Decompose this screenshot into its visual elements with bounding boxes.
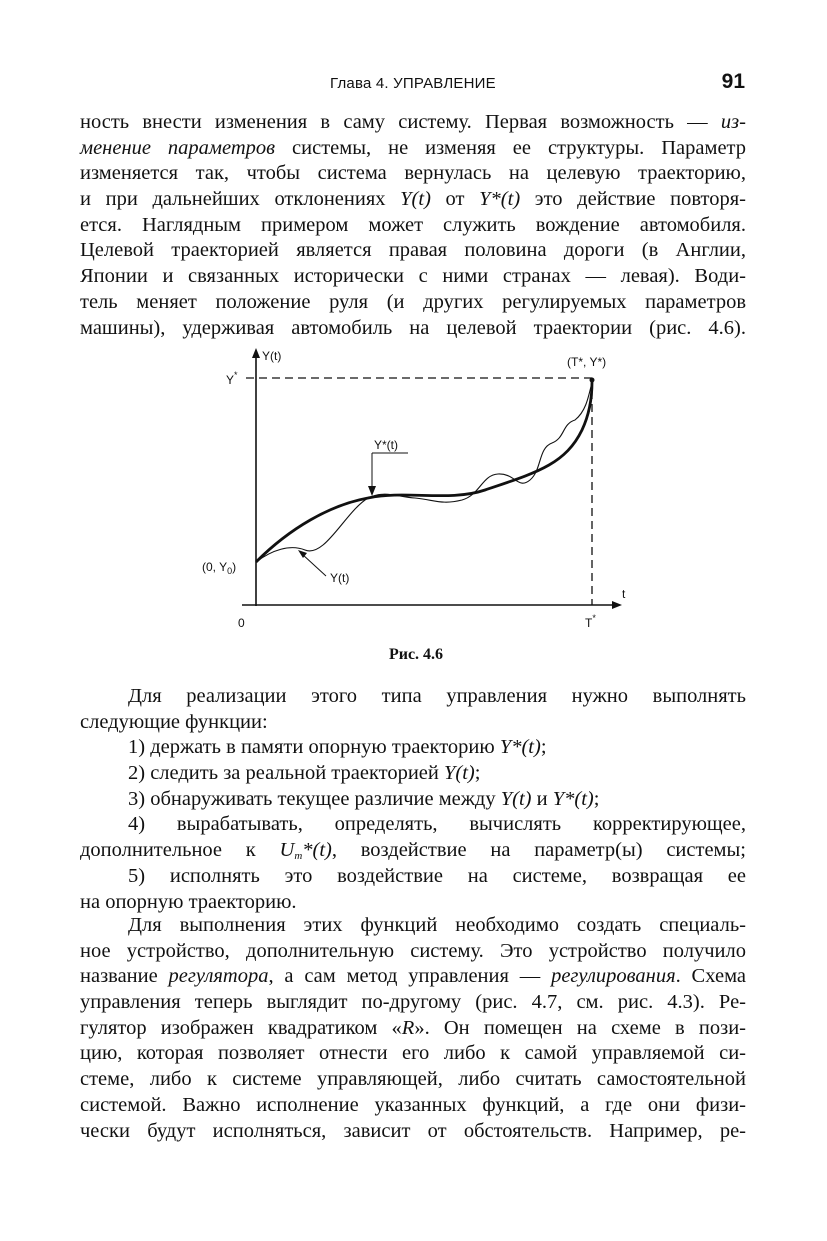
paragraph-2 <box>80 684 746 915</box>
formula: Y*(t) <box>479 188 521 211</box>
t-star-label <box>585 613 596 630</box>
text-run: и <box>531 787 553 810</box>
formula: Y(t) <box>400 188 431 211</box>
italic-term: R <box>401 1016 415 1039</box>
trajectory-diagram <box>180 340 650 640</box>
italic-term: регулятора <box>168 965 269 988</box>
running-header <box>80 70 745 100</box>
text-line: стеме, либо к системе управляющей, либо считать самостоятельной <box>80 1068 746 1091</box>
paragraph-3 <box>80 913 746 1144</box>
text-run: , а сам метод управления — <box>268 965 552 988</box>
text-run: название <box>80 965 169 988</box>
text-run: и при дальнейших отклонениях <box>80 188 401 211</box>
text-line: Целевой траекторией является правая половина дороги (в Англии, <box>80 239 746 262</box>
t-star-superscript: * <box>592 613 596 623</box>
start-point-label <box>202 560 236 576</box>
target-curve-label: Y*(t) <box>374 438 398 452</box>
text-line: Японии и связанных исторически с ними странах — левая). Води- <box>80 265 746 288</box>
y-axis-label: Y(t) <box>262 349 282 363</box>
text-line <box>80 838 746 864</box>
formula: Y*(t) <box>499 736 541 759</box>
text-line: на опорную траекторию. <box>80 890 297 913</box>
chapter-title: Глава 4. УПРАВЛЕНИЕ <box>330 75 496 92</box>
italic-term: менение параметров <box>80 136 276 159</box>
text-line <box>80 110 746 136</box>
text-line: машины), удерживая автомобиль на целевой траектории (рис. 4.6). <box>80 316 746 339</box>
y-axis-arrow <box>252 348 260 358</box>
start-label-subscript: 0 <box>227 566 233 576</box>
list-item <box>80 761 746 787</box>
text-run: от <box>430 188 480 211</box>
text-run: ; <box>474 762 481 785</box>
list-item <box>80 735 746 761</box>
formula: U <box>279 839 295 862</box>
text-run: гулятор изображен квадратиком « <box>80 1016 402 1039</box>
end-point-label: (T*, Y*) <box>567 355 607 369</box>
text-run: системы, не изменяя ее структуры. Параметр <box>275 136 747 159</box>
real-trajectory-curve <box>256 382 592 562</box>
figure-4-6 <box>180 340 650 640</box>
text-line: следующие функции: <box>80 710 268 733</box>
text-line <box>80 187 746 213</box>
text-run: 1) держать в памяти опорную траекторию <box>128 736 500 759</box>
text-line <box>80 1016 746 1042</box>
target-trajectory-curve <box>256 382 592 562</box>
x-axis-arrow <box>612 601 622 609</box>
text-line: изменяется так, чтобы система вернулась на целевую траекторию, <box>80 162 746 185</box>
y-star-label <box>226 370 238 387</box>
text-line: чески будут исполняться, зависит от обстоятельств. Например, ре- <box>80 1119 746 1142</box>
formula: Y(t) <box>500 787 532 810</box>
text-line: управления теперь выглядит по-другому (рис. 4.7, см. рис. 4.3). Ре- <box>80 991 746 1014</box>
target-pointer-arrow <box>368 486 376 496</box>
paragraph-1 <box>80 110 746 341</box>
list-item: 4) вырабатывать, определять, вычислять корректирующее, <box>128 813 746 836</box>
text-run: ; <box>593 787 600 810</box>
text-line: тель меняет положение руля (и других регулируемых параметров <box>80 290 746 313</box>
figure-caption: Рис. 4.6 <box>388 646 444 663</box>
x-axis-label: t <box>622 587 626 601</box>
y-star-base: Y <box>226 373 235 387</box>
text-run: . Схема <box>675 965 746 988</box>
text-run: ность внести изменения в саму систему. Первая возможность — <box>80 111 721 133</box>
text-line <box>80 136 746 162</box>
text-run: это действие повторя- <box>520 188 746 211</box>
italic-term: регулирования <box>551 965 676 988</box>
text-line: ное устройство, дополнительную систему. Это устройство получило <box>80 939 746 962</box>
italic-term: из- <box>720 111 746 133</box>
real-pointer-line <box>302 554 326 576</box>
text-run: 3) обнаруживать текущее различие между <box>128 787 501 810</box>
real-curve-label: Y(t) <box>330 571 350 585</box>
y-star-superscript: * <box>234 370 238 380</box>
text-run: дополнительное к <box>80 839 280 862</box>
end-point-marker <box>590 378 595 383</box>
origin-label: 0 <box>238 616 245 630</box>
text-run: , воздействие на параметр(ы) системы; <box>331 839 746 862</box>
text-line <box>80 964 746 990</box>
text-line: ется. Наглядным примером может служить вождение автомобиля. <box>80 213 746 236</box>
list-item <box>80 787 746 813</box>
text-line: Для реализации этого типа управления нужно выполнять <box>128 685 746 707</box>
formula-subscript: m <box>294 850 303 863</box>
page-number: 91 <box>721 70 745 93</box>
formula: Y*(t) <box>552 787 594 810</box>
start-label-base: (0, Y <box>202 560 228 574</box>
t-star-base: T <box>585 616 593 630</box>
text-run: ». Он помещен на схеме в пози- <box>414 1016 746 1039</box>
text-run: ; <box>540 736 547 759</box>
formula: Y(t) <box>444 762 475 785</box>
start-label-close: ) <box>232 560 237 574</box>
text-line: Для выполнения этих функций необходимо создать специаль- <box>128 914 746 936</box>
text-line: цию, которая позволяет отнести его либо к самой управляемой си- <box>80 1042 746 1065</box>
formula: *(t) <box>302 839 332 862</box>
list-item: 5) исполнять это воздействие на системе, возвращая ее <box>128 864 746 887</box>
text-run: 2) следить за реальной траекторией <box>128 762 444 785</box>
text-line: системой. Важно исполнение указанных функций, а где они физи- <box>80 1093 746 1116</box>
